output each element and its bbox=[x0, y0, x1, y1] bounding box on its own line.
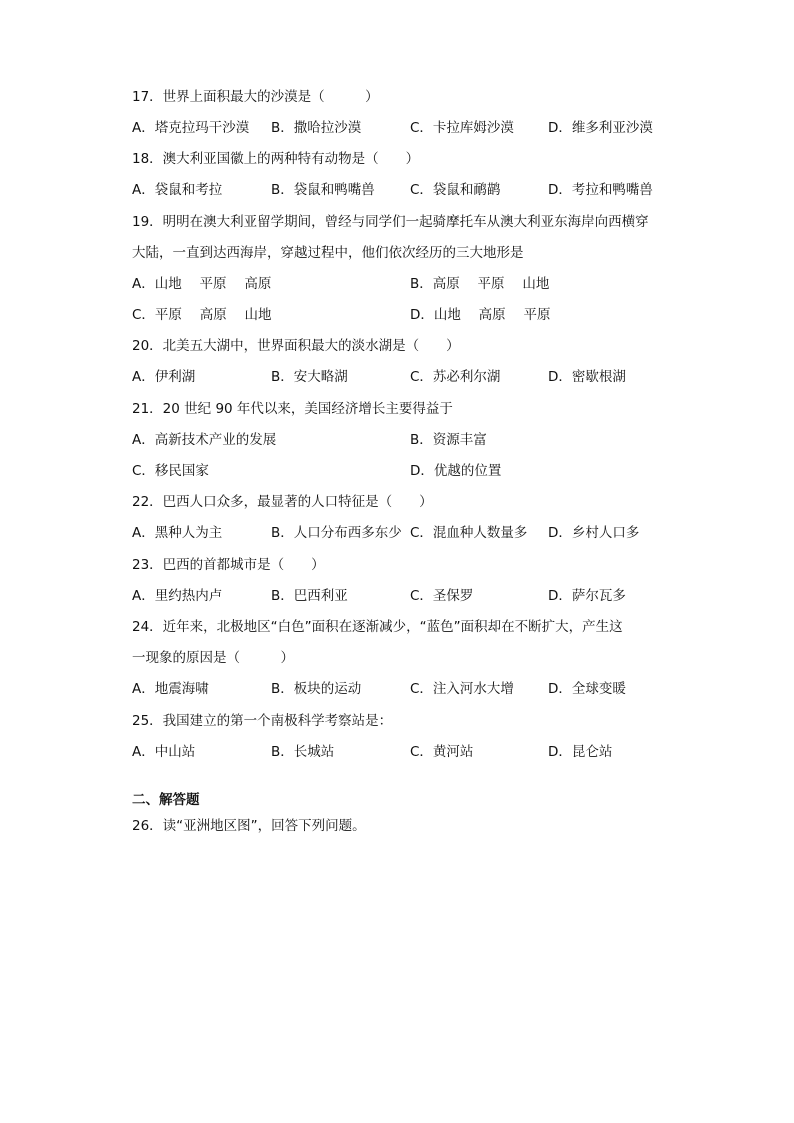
q17-option-b: B．撒哈拉沙漠 bbox=[271, 120, 362, 136]
q25-option-d: D．昆仑站 bbox=[548, 744, 613, 760]
q25-option-c: C．黄河站 bbox=[410, 744, 474, 760]
q19-option-a: A．山地 平原 高原 bbox=[132, 276, 272, 292]
q20-option-c: C．苏必利尔湖 bbox=[410, 369, 501, 385]
q22-option-b: B．人口分布西多东少 bbox=[271, 525, 402, 541]
question-18-stem: 18．澳大利亚国徽上的两种特有动物是（ ） bbox=[132, 151, 420, 167]
q23-option-c: C．圣保罗 bbox=[410, 588, 474, 604]
q18-option-c: C．袋鼠和鸸鹋 bbox=[410, 182, 501, 198]
question-24-stem-line2: 一现象的原因是（ ） bbox=[132, 650, 294, 666]
q24-option-a: A．地震海啸 bbox=[132, 681, 209, 697]
question-17-stem: 17．世界上面积最大的沙漠是（ ） bbox=[132, 89, 379, 105]
section-title: 二、解答题 bbox=[132, 792, 200, 808]
q21-option-b: B．资源丰富 bbox=[410, 432, 487, 448]
question-26-stem: 26．读“亚洲地区图”，回答下列问题。 bbox=[132, 818, 366, 834]
q22-option-a: A．黑种人为主 bbox=[132, 525, 223, 541]
q20-option-b: B．安大略湖 bbox=[271, 369, 348, 385]
question-20-stem: 20．北美五大湖中，世界面积最大的淡水湖是（ ） bbox=[132, 338, 460, 354]
q17-option-c: C．卡拉库姆沙漠 bbox=[410, 120, 514, 136]
q20-option-a: A．伊利湖 bbox=[132, 369, 196, 385]
q25-option-a: A．中山站 bbox=[132, 744, 196, 760]
q25-option-b: B．长城站 bbox=[271, 744, 335, 760]
q22-option-c: C．混血种人数量多 bbox=[410, 525, 528, 541]
question-24-stem-line1: 24．近年来，北极地区“白色”面积在逐渐减少，“蓝色”面积却在不断扩大，产生这 bbox=[132, 619, 623, 635]
q23-option-d: D．萨尔瓦多 bbox=[548, 588, 626, 604]
q24-option-c: C．注入河水大增 bbox=[410, 681, 514, 697]
q19-option-b: B．高原 平原 山地 bbox=[410, 276, 550, 292]
q18-option-d: D．考拉和鸭嘴兽 bbox=[548, 182, 653, 198]
q21-option-a: A．高新技术产业的发展 bbox=[132, 432, 277, 448]
q17-option-a: A．塔克拉玛干沙漠 bbox=[132, 120, 250, 136]
q20-option-d: D．密歇根湖 bbox=[548, 369, 626, 385]
question-23-stem: 23．巴西的首都城市是（ ） bbox=[132, 557, 325, 573]
question-19-stem-line1: 19．明明在澳大利亚留学期间，曾经与同学们一起骑摩托车从澳大利亚东海岸向西横穿 bbox=[132, 214, 649, 230]
q23-option-b: B．巴西利亚 bbox=[271, 588, 348, 604]
question-22-stem: 22．巴西人口众多，最显著的人口特征是（ ） bbox=[132, 494, 433, 510]
q22-option-d: D．乡村人口多 bbox=[548, 525, 640, 541]
q19-option-d: D．山地 高原 平原 bbox=[410, 307, 551, 323]
q23-option-a: A．里约热内卢 bbox=[132, 588, 223, 604]
q18-option-a: A．袋鼠和考拉 bbox=[132, 182, 223, 198]
q24-option-d: D．全球变暖 bbox=[548, 681, 626, 697]
question-25-stem: 25．我国建立的第一个南极科学考察站是： bbox=[132, 713, 393, 729]
q17-option-d: D．维多利亚沙漠 bbox=[548, 120, 653, 136]
q19-option-c: C．平原 高原 山地 bbox=[132, 307, 272, 323]
q24-option-b: B．板块的运动 bbox=[271, 681, 362, 697]
q21-option-d: D．优越的位置 bbox=[410, 463, 502, 479]
q18-option-b: B．袋鼠和鸭嘴兽 bbox=[271, 182, 375, 198]
q21-option-c: C．移民国家 bbox=[132, 463, 209, 479]
question-19-stem-line2: 大陆，一直到达西海岸，穿越过程中，他们依次经历的三大地形是 bbox=[132, 245, 524, 261]
question-21-stem: 21．20 世纪 90 年代以来，美国经济增长主要得益于 bbox=[132, 401, 453, 417]
